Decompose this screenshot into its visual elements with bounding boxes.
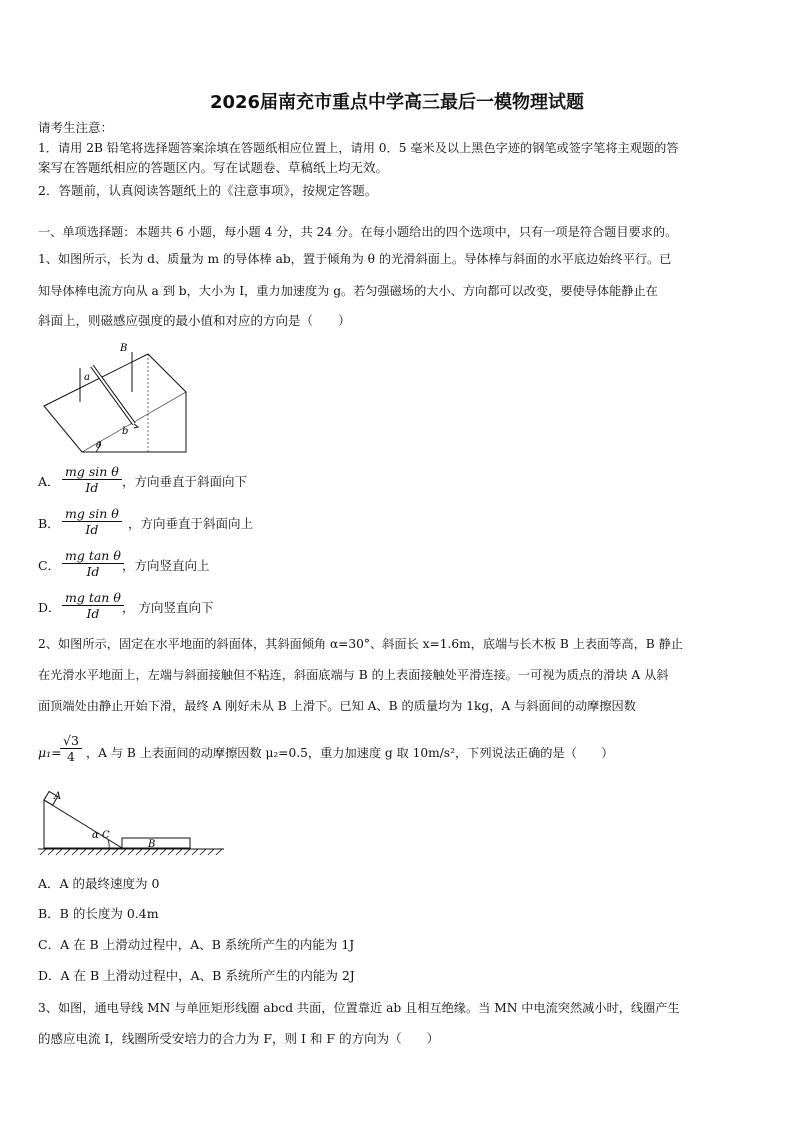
plank-B [122, 838, 190, 848]
label-C: C [102, 830, 110, 841]
label-B: B [120, 343, 128, 354]
q2-text: 2、如图所示，固定在水平地面的斜面体，其斜面倾角 α=30°、斜面长 x=1.6m，底端与长木板 B 上表面等高，B 静止 [38, 637, 683, 651]
q1-option-letter: A． [38, 474, 60, 489]
q3-text: 的感应电流 I，线圈所受安培力的合力为 F，则 I 和 F 的方向为（ ） [38, 1031, 440, 1046]
q1-option-fraction: $\frac{\text{mg sin θ}}{Id}$ [62, 464, 122, 495]
q1-option-text: ，方向垂直于斜面向下 [122, 474, 248, 489]
notice-line: 2．答题前，认真阅读答题纸上的《注意事项》，按规定答题。 [38, 183, 378, 198]
page-title: 2026届南充市重点中学高三最后一模物理试题 [209, 92, 585, 113]
q2-option: C．A 在 B 上滑动过程中，A、B 系统所产生的内能为 1J [38, 937, 355, 952]
q2-text: 在光滑水平地面上，左端与斜面接触但不粘连，斜面底端与 B 的上表面接触处平滑连接。一可视为质点的滑块 A 从斜 [38, 668, 669, 682]
label-alpha: α [92, 830, 99, 841]
q2-option: B．B 的长度为 0.4m [38, 906, 159, 921]
q2-option: A．A 的最终速度为 0 [38, 876, 160, 891]
q1-option-text: ， 方向竖直向下 [122, 600, 214, 615]
q3-text: 3、如图，通电导线 MN 与单匝矩形线圈 abcd 共面，位置靠近 ab 且相互绝缘。当 MN 中电流突然减小时，线圈产生 [38, 1001, 680, 1015]
q1-text: 知导体棒电流方向从 a 到 b，大小为 I，重力加速度为 g。若匀强磁场的大小、方向都可以改变，要使导体能静止在 [38, 284, 658, 298]
q1-option-fraction: $\frac{\text{mg sin θ}}{Id}$ [62, 506, 122, 537]
q2-mu1-fraction: $\frac{√3}{4}$ [60, 733, 82, 764]
notice-line: 案写在答题纸相应的答题区内。写在试题卷、草稿纸上均无效。 [38, 160, 389, 175]
q1-option-fraction: $\frac{\text{mg tan θ}}{Id}$ [62, 548, 124, 579]
q1-option-letter: C． [38, 558, 61, 573]
q2-text: 面顶端处由静止开始下滑，最终 A 刚好未从 B 上滑下。已知 A、B 的质量均为 1kg，A 与斜面间的动摩擦因数 [38, 699, 636, 713]
label-theta: θ [96, 441, 102, 451]
q1-text: 斜面上，则磁感应强度的最小值和对应的方向是（ ） [38, 313, 351, 328]
notice-heading: 请考生注意： [38, 120, 114, 135]
q1-option-text: ，方向垂直于斜面向上 [128, 516, 254, 531]
q2-option: D．A 在 B 上滑动过程中，A、B 系统所产生的内能为 2J [38, 968, 355, 983]
label-a: a [84, 372, 90, 383]
q1-text: 1、如图所示，长为 d、质量为 m 的导体棒 ab，置于倾角为 θ 的光滑斜面上。导体棒与斜面的水平底边始终平行。已 [38, 252, 672, 266]
q1-option-fraction: $\frac{\text{mg tan θ}}{Id}$ [62, 590, 124, 621]
q1-option-letter: D． [38, 600, 61, 615]
notice-line: 1．请用 2B 铅笔将选择题答案涂填在答题纸相应位置上，请用 0．5 毫米及以上黑色字迹的钢笔或签字笔将主观题的答 [38, 141, 679, 155]
section-heading: 一、单项选择题：本题共 6 小题，每小题 4 分，共 24 分。在每小题给出的四个选项中，只有一项是符合题目要求的。 [38, 225, 678, 239]
label-b: b [122, 426, 129, 437]
q1-option-text: ，方向竖直向上 [122, 558, 210, 573]
label-A: A [54, 791, 62, 802]
q2-slope-figure [36, 786, 228, 858]
q1-incline-figure [38, 338, 198, 456]
q1-option-letter: B． [38, 516, 60, 531]
q2-text: ，A 与 B 上表面间的动摩擦因数 μ₂=0.5，重力加速度 g 取 10m/s²，下列说法正确的是（ ） [86, 746, 614, 760]
label-B: B [148, 839, 156, 850]
q2-mu1-label: μ₁= [38, 745, 62, 760]
ground-hatch [40, 849, 222, 855]
